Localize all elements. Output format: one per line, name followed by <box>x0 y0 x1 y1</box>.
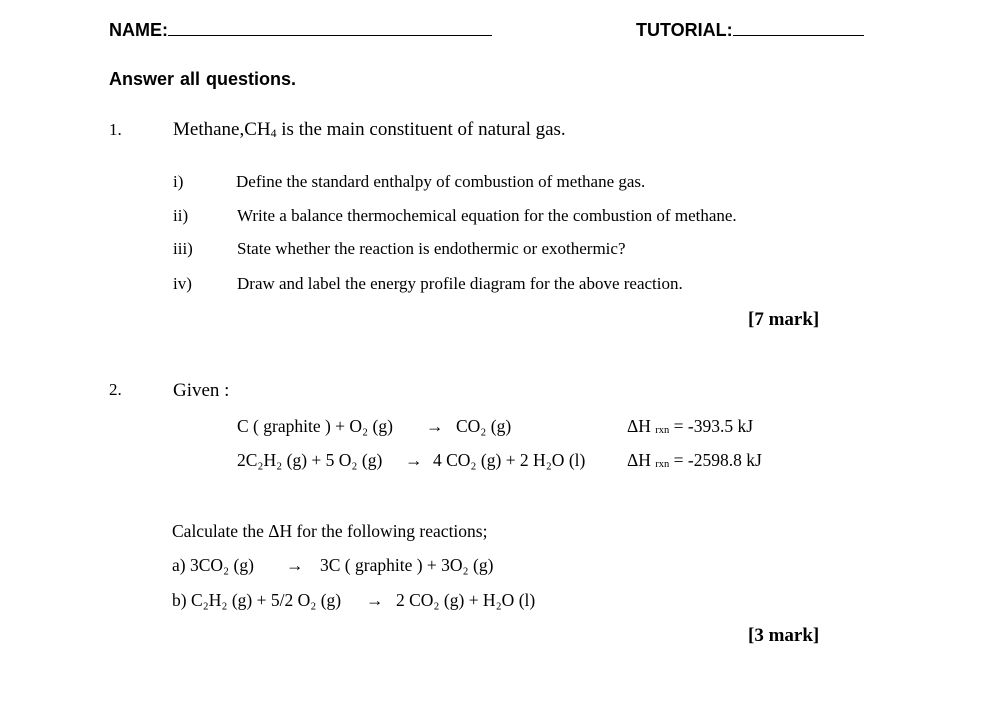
question-1-part-label: iv) <box>173 274 192 293</box>
question-1-part-text: Define the standard enthalpy of combustion of methane gas. <box>236 172 646 191</box>
question-1-part-label: iii) <box>173 239 193 258</box>
instruction: Answer all questions. <box>109 69 297 89</box>
question-1-stem-subscript: 4 <box>270 126 277 140</box>
reaction-a <box>172 555 254 576</box>
question-1-part-label: ii) <box>173 206 189 225</box>
given-equation-1-enthalpy <box>627 416 753 437</box>
delta-h-symbol: ΔH <box>627 416 651 436</box>
name-blank-line <box>168 35 492 36</box>
reaction-b-arrow: → <box>366 590 384 610</box>
reaction-b <box>172 590 341 611</box>
question-2-number: 2. <box>109 380 122 399</box>
reaction-label: a) <box>172 555 186 575</box>
delta-h-value: = -2598.8 kJ <box>673 450 762 470</box>
given-equation-2-lhs: 2C₂H₂ (g) + 5 O₂ (g) <box>237 450 383 470</box>
reaction-a-rhs: 3C ( graphite ) + 3O₂ (g) <box>320 555 494 575</box>
tutorial-blank-line <box>733 35 864 36</box>
delta-h-symbol: ΔH <box>627 450 651 470</box>
tutorial-label: TUTORIAL: <box>636 20 733 40</box>
question-2-given-label: Given : <box>173 380 230 401</box>
question-1-part-label: i) <box>173 172 184 191</box>
question-1-number: 1. <box>109 120 122 139</box>
reaction-lhs: 3CO₂ (g) <box>189 555 254 575</box>
delta-h-subscript: rxn <box>655 459 670 471</box>
question-1-marks: [7 mark] <box>748 309 820 330</box>
name-label: NAME: <box>109 20 168 40</box>
reaction-lhs: C₂H₂ (g) + 5/2 O₂ (g) <box>190 590 342 610</box>
given-equation-1-rhs: CO₂ (g) <box>456 416 512 436</box>
delta-h-subscript: rxn <box>655 425 670 437</box>
given-equation-2-arrow: → <box>405 450 423 470</box>
name-field <box>109 20 492 41</box>
given-equation-2-rhs: 4 CO₂ (g) + 2 H₂O (l) <box>433 450 586 470</box>
question-1-stem-after: is the main constituent of natural gas. <box>276 119 566 140</box>
question-1-stem-before: Methane,CH <box>173 119 271 140</box>
reaction-b-rhs: 2 CO₂ (g) + H₂O (l) <box>396 590 536 610</box>
question-1-stem <box>173 119 566 141</box>
given-equation-2-enthalpy <box>627 450 762 471</box>
question-2-marks: [3 mark] <box>748 625 820 646</box>
given-equation-1-arrow: → <box>426 416 444 436</box>
reaction-label: b) <box>172 590 187 610</box>
reaction-a-arrow: → <box>286 555 304 575</box>
calculate-instruction: Calculate the ΔH for the following reactions; <box>172 521 488 541</box>
delta-h-value: = -393.5 kJ <box>673 416 754 436</box>
given-equation-1-lhs: C ( graphite ) + O₂ (g) <box>237 416 393 436</box>
question-1-part-text: Write a balance thermochemical equation for the combustion of methane. <box>237 206 737 225</box>
tutorial-field <box>636 20 864 41</box>
question-1-part-text: State whether the reaction is endothermic or exothermic? <box>237 239 626 258</box>
question-1-part-text: Draw and label the energy profile diagram for the above reaction. <box>237 274 683 293</box>
